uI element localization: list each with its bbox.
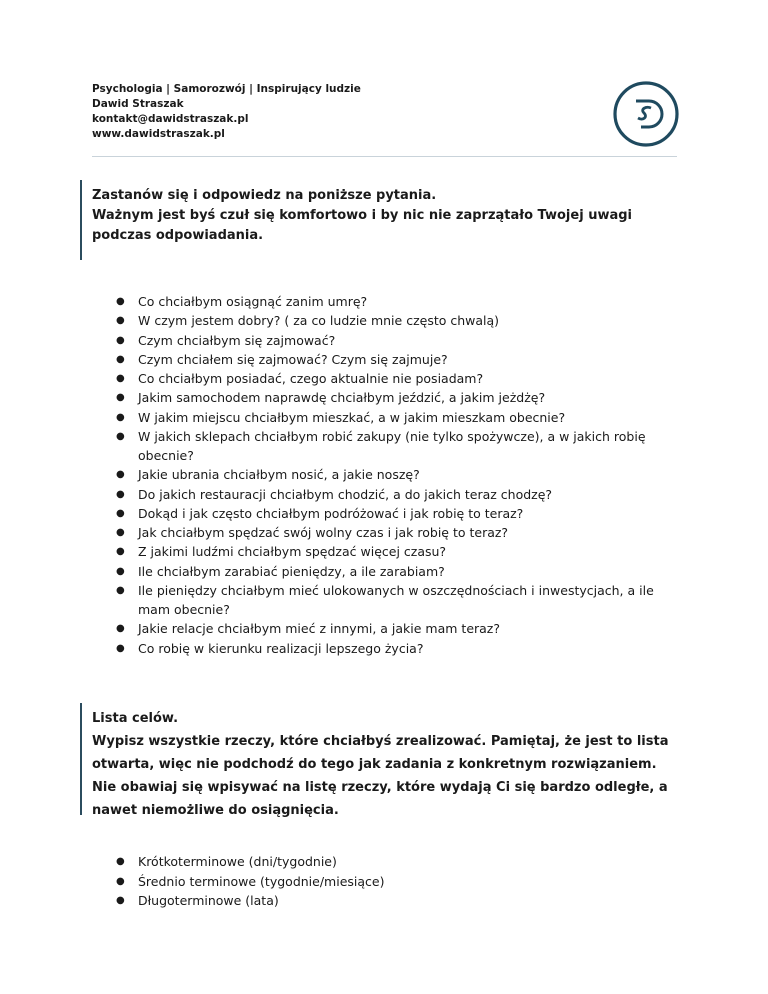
- goal-item-text: Średnio terminowe (tygodnie/miesiące): [138, 873, 385, 889]
- question-item: [116, 465, 678, 484]
- header-website: www.dawidstraszak.pl: [92, 128, 225, 140]
- question-item-text: W czym jestem dobry? ( za co ludzie mnie często chwalą): [138, 313, 500, 329]
- header-divider: [92, 156, 677, 157]
- document-header: [92, 82, 361, 142]
- question-item: [116, 311, 678, 330]
- goals-list: [116, 852, 678, 911]
- bullet-icon: ●: [116, 546, 125, 558]
- question-item: [116, 523, 678, 542]
- intro-line-2: Ważnym jest byś czuł się komfortowo i by nic nie zaprzątało Twojej uwagi podczas odpowiadania.: [92, 208, 632, 243]
- question-item: [116, 485, 678, 504]
- question-item-text: Czym chciałem się zajmować? Czym się zajmuje?: [138, 351, 448, 367]
- question-item: [116, 562, 678, 581]
- question-item: [116, 408, 678, 427]
- goal-item: [116, 872, 678, 892]
- goals-instructions: Wypisz wszystkie rzeczy, które chciałbyś zrealizować. Pamiętaj, że jest to lista otwarta, więc nie podchodź do tego jak zadania z konkretnym rozwiązaniem. Nie obawiaj się wpisywać na listę rzeczy, które wydają Ci się bardzo odległe, a nawet niemożliwe do osiągnięcia.: [92, 734, 669, 818]
- goal-item-text: Długoterminowe (lata): [138, 893, 279, 908]
- bullet-icon: ●: [116, 875, 125, 887]
- question-item-text: Ile pieniędzy chciałbym mieć ulokowanych w oszczędnościach i inwestycjach, a ile mam obecnie?: [138, 582, 654, 617]
- question-item-text: W jakim miejscu chciałbym mieszkać, a w jakim mieszkam obecnie?: [138, 409, 566, 425]
- intro-callout: [80, 180, 672, 260]
- question-item: [116, 292, 678, 311]
- bullet-icon: ●: [116, 430, 125, 442]
- question-item-text: Do jakich restauracji chciałbym chodzić, a do jakich teraz chodzę?: [138, 486, 553, 502]
- question-item: [116, 350, 678, 369]
- bullet-icon: ●: [116, 488, 125, 500]
- question-item-text: Czym chciałbym się zajmować?: [138, 332, 336, 348]
- question-item-text: Co chciałbym osiągnąć zanim umrę?: [138, 294, 368, 309]
- question-item: [116, 581, 678, 620]
- question-item-text: Jakim samochodem naprawdę chciałbym jeździć, a jakim jeżdżę?: [138, 390, 546, 406]
- bullet-icon: ●: [116, 584, 125, 596]
- bullet-icon: ●: [116, 392, 125, 404]
- bullet-icon: ●: [116, 296, 125, 307]
- bullet-icon: ●: [116, 411, 125, 423]
- goal-item-text: Krótkoterminowe (dni/tygodnie): [138, 854, 337, 869]
- question-item-text: Ile chciałbym zarabiać pieniędzy, a ile zarabiam?: [138, 563, 445, 579]
- question-item: [116, 639, 678, 658]
- question-item-text: Co robię w kierunku realizacji lepszego życia?: [138, 640, 424, 656]
- questions-list: [116, 292, 678, 658]
- bullet-icon: ●: [116, 507, 125, 519]
- bullet-icon: ●: [116, 315, 125, 327]
- header-tagline: Psychologia | Samorozwój | Inspirujący ludzie: [92, 83, 361, 95]
- intro-line-1: Zastanów się i odpowiedz na poniższe pytania.: [92, 188, 437, 203]
- bullet-icon: ●: [116, 642, 125, 654]
- question-item: [116, 504, 678, 523]
- bullet-icon: ●: [116, 565, 125, 577]
- header-email: kontakt@dawidstraszak.pl: [92, 113, 249, 125]
- bullet-icon: ●: [116, 353, 125, 365]
- question-item: [116, 619, 678, 638]
- question-item: [116, 427, 678, 466]
- question-item-text: Z jakimi ludźmi chciałbym spędzać więcej czasu?: [138, 544, 447, 560]
- question-item: [116, 331, 678, 350]
- question-item: [116, 369, 678, 388]
- goals-callout: [80, 703, 672, 818]
- bullet-icon: ●: [116, 895, 125, 906]
- goal-item: [116, 852, 678, 872]
- header-author-name: Dawid Straszak: [92, 98, 184, 110]
- bullet-icon: ●: [116, 623, 125, 635]
- goal-item: [116, 891, 678, 911]
- question-item-text: W jakich sklepach chciałbym robić zakupy (nie tylko spożywcze), a w jakich robię obecnie?: [138, 428, 646, 463]
- question-item: [116, 388, 678, 407]
- bullet-icon: ●: [116, 856, 125, 867]
- bullet-icon: ●: [116, 469, 125, 481]
- question-item: [116, 542, 678, 561]
- question-item-text: Jakie relacje chciałbym mieć z innymi, a jakie mam teraz?: [138, 621, 500, 637]
- ds-logo-icon: [612, 80, 680, 148]
- bullet-icon: ●: [116, 527, 125, 538]
- question-item-text: Jakie ubrania chciałbym nosić, a jakie noszę?: [138, 467, 420, 483]
- bullet-icon: ●: [116, 373, 125, 384]
- goals-title: Lista celów.: [92, 711, 179, 726]
- question-item-text: Co chciałbym posiadać, czego aktualnie nie posiadam?: [138, 371, 484, 386]
- question-item-text: Dokąd i jak często chciałbym podróżować i jak robię to teraz?: [138, 505, 524, 521]
- question-item-text: Jak chciałbym spędzać swój wolny czas i jak robię to teraz?: [138, 525, 509, 540]
- bullet-icon: ●: [116, 334, 125, 346]
